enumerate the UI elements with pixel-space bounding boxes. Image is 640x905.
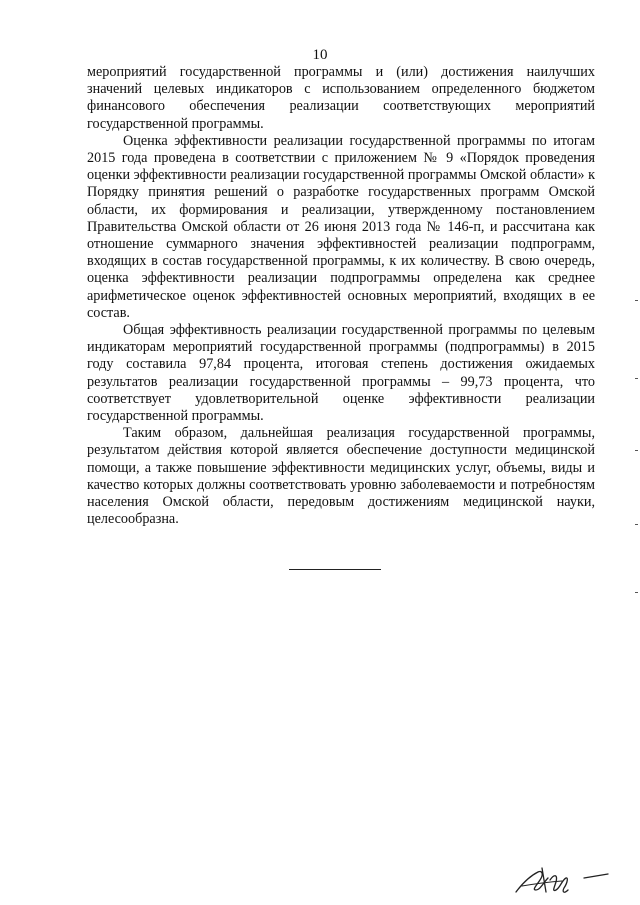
- handwritten-signature-icon: [512, 862, 612, 898]
- end-of-text-divider: [289, 569, 381, 570]
- paragraph-conclusion: Таким образом, дальнейшая реализация государственной программы, результатом действия которой является обеспечение доступности медицинской помощи, а также повышение эффективности медицинских услуг, объемы, виды и качество которых должны соответствовать уровню заболеваемости и потребностям населения Омской области, передовым достижениям медицинской науки, целесообразна.: [87, 425, 595, 528]
- page-number: 10: [312, 47, 328, 63]
- scan-edge-marks: [634, 300, 638, 600]
- paragraph-continuation: мероприятий государственной программы и (или) достижения наилучших значений целевых индикаторов с использованием определенного бюджетом финансового обеспечения реализации соответствующих мероприятий государственной программы.: [87, 64, 595, 132]
- document-body: [87, 64, 595, 528]
- paragraph-overall-efficiency: Общая эффективность реализации государственной программы по целевым индикаторам мероприятий государственной программы (подпрограммы) в 2015 году составила 97,84 процента, итоговая степень достижения ожидаемых результатов реализации государственной программы – 99,73 процента, что соответствует удовлетворительной оценке эффективности реализации государственной программы.: [87, 322, 595, 425]
- paragraph-evaluation-method: Оценка эффективности реализации государственной программы по итогам 2015 года проведена в соответствии с приложением № 9 «Порядок проведения оценки эффективности реализации государственной программы Омской области» к Порядку принятия решений о разработке государственных программ Омской области, их формирования и реализации, утвержденному постановлением Правительства Омской области от 26 июня 2013 года № 146-п, и рассчитана как отношение суммарного значения эффективностей реализации подпрограмм, входящих в состав государственной программы, к их количеству. В свою очередь, оценка эффективности реализации подпрограммы определена как среднее арифметическое оценок эффективностей основных мероприятий, входящих в ее состав.: [87, 132, 595, 321]
